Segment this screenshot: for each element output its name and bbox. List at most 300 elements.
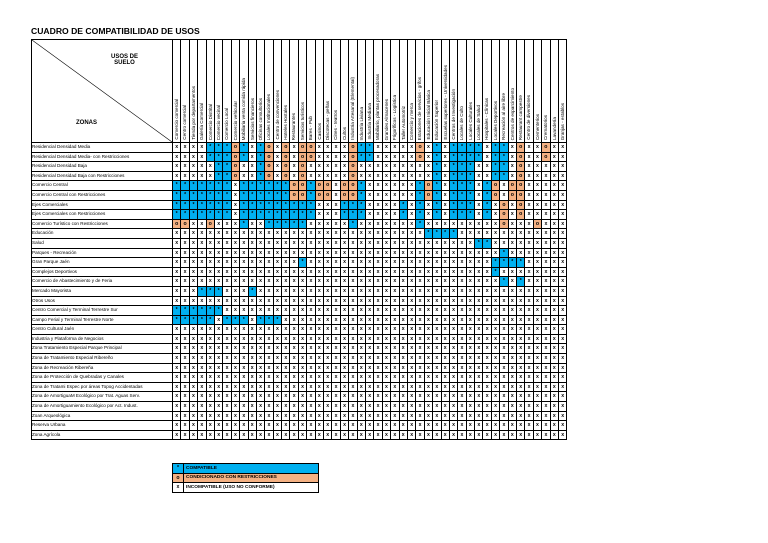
matrix-cell: x — [416, 277, 424, 287]
matrix-cell: x — [357, 277, 365, 287]
matrix-cell: x — [290, 229, 298, 239]
matrix-cell: x — [307, 267, 315, 277]
matrix-cell: x — [231, 296, 239, 306]
matrix-cell: * — [206, 190, 214, 200]
matrix-cell: x — [374, 219, 382, 229]
matrix-cell: x — [240, 421, 248, 431]
matrix-cell: x — [458, 344, 466, 354]
matrix-cell: x — [240, 411, 248, 421]
matrix-cell: x — [273, 152, 281, 162]
matrix-cell: x — [391, 392, 399, 402]
matrix-cell: x — [416, 411, 424, 421]
matrix-cell: x — [365, 210, 373, 220]
matrix-cell: x — [332, 267, 340, 277]
matrix-cell: x — [382, 181, 390, 191]
matrix-cell: x — [542, 171, 550, 181]
matrix-cell: x — [533, 344, 541, 354]
matrix-cell: x — [231, 392, 239, 402]
matrix-cell: x — [491, 402, 499, 412]
matrix-cell: x — [198, 152, 206, 162]
matrix-cell: x — [433, 373, 441, 383]
matrix-cell: * — [214, 181, 222, 191]
matrix-cell: x — [525, 210, 533, 220]
matrix-cell: * — [399, 210, 407, 220]
matrix-cell: x — [466, 421, 474, 431]
matrix-cell: x — [189, 430, 197, 440]
matrix-cell: x — [508, 382, 516, 392]
matrix-cell: x — [542, 325, 550, 335]
matrix-cell: x — [240, 354, 248, 364]
matrix-cell: * — [449, 143, 457, 153]
matrix-cell: x — [332, 143, 340, 153]
matrix-cell: x — [307, 402, 315, 412]
matrix-cell: x — [407, 296, 415, 306]
zona-row — [32, 286, 567, 296]
uso-label: Locales Deportivos — [492, 100, 498, 140]
matrix-cell: * — [206, 181, 214, 191]
matrix-cell: x — [550, 171, 558, 181]
matrix-cell: x — [558, 344, 566, 354]
matrix-cell: o — [282, 162, 290, 172]
uso-header — [533, 40, 541, 143]
matrix-cell: x — [407, 210, 415, 220]
matrix-cell: * — [517, 258, 525, 268]
uso-header — [391, 40, 399, 143]
uso-header — [374, 40, 382, 143]
matrix-cell: x — [525, 306, 533, 316]
matrix-cell: x — [374, 171, 382, 181]
matrix-cell: x — [181, 421, 189, 431]
matrix-cell: * — [223, 315, 231, 325]
matrix-cell: x — [173, 325, 181, 335]
matrix-cell: x — [475, 296, 483, 306]
matrix-cell: x — [458, 286, 466, 296]
matrix-cell: x — [542, 210, 550, 220]
matrix-cell: x — [374, 382, 382, 392]
matrix-cell: o — [517, 190, 525, 200]
matrix-cell: x — [550, 325, 558, 335]
matrix-cell: * — [466, 190, 474, 200]
matrix-cell: x — [374, 238, 382, 248]
matrix-cell: x — [307, 258, 315, 268]
matrix-cell: x — [508, 373, 516, 383]
matrix-cell: x — [206, 277, 214, 287]
matrix-cell: * — [206, 286, 214, 296]
matrix-cell: x — [357, 267, 365, 277]
matrix-cell: x — [206, 402, 214, 412]
matrix-cell: x — [441, 354, 449, 364]
matrix-cell: x — [340, 363, 348, 373]
matrix-cell: x — [374, 162, 382, 172]
matrix-cell: x — [365, 286, 373, 296]
matrix-cell: x — [248, 325, 256, 335]
matrix-cell: * — [475, 152, 483, 162]
matrix-cell: x — [324, 315, 332, 325]
zona-label: Zona de Amortiguamiento Ecológico por Act. Indust. — [32, 402, 173, 412]
matrix-cell: x — [558, 421, 566, 431]
matrix-cell: x — [214, 421, 222, 431]
matrix-cell: o — [282, 171, 290, 181]
matrix-cell: x — [374, 248, 382, 258]
matrix-cell: x — [533, 334, 541, 344]
matrix-cell: x — [307, 373, 315, 383]
matrix-cell: x — [315, 382, 323, 392]
matrix-cell: o — [231, 171, 239, 181]
matrix-cell: x — [198, 325, 206, 335]
matrix-cell: x — [273, 296, 281, 306]
matrix-cell: x — [273, 238, 281, 248]
matrix-cell: x — [550, 238, 558, 248]
matrix-cell: x — [248, 402, 256, 412]
matrix-cell: x — [198, 219, 206, 229]
uso-header — [449, 40, 457, 143]
matrix-cell: * — [307, 210, 315, 220]
matrix-cell: x — [382, 306, 390, 316]
matrix-cell: x — [240, 248, 248, 258]
matrix-cell: x — [458, 315, 466, 325]
matrix-cell: x — [475, 306, 483, 316]
matrix-cell: x — [533, 363, 541, 373]
matrix-cell: x — [525, 248, 533, 258]
matrix-cell: x — [273, 392, 281, 402]
matrix-cell: x — [433, 363, 441, 373]
matrix-cell: x — [214, 402, 222, 412]
matrix-cell: x — [508, 200, 516, 210]
matrix-cell: x — [365, 363, 373, 373]
matrix-cell: x — [407, 219, 415, 229]
matrix-cell: x — [231, 421, 239, 431]
matrix-cell: x — [441, 421, 449, 431]
matrix-cell: x — [508, 171, 516, 181]
matrix-cell: x — [441, 402, 449, 412]
zona-label: Otros Usos — [32, 296, 173, 306]
matrix-cell: x — [240, 392, 248, 402]
matrix-cell: x — [315, 354, 323, 364]
matrix-cell: x — [424, 315, 432, 325]
matrix-cell: x — [517, 382, 525, 392]
matrix-cell: x — [441, 267, 449, 277]
matrix-cell: * — [491, 162, 499, 172]
matrix-cell: x — [441, 392, 449, 402]
matrix-cell: x — [340, 306, 348, 316]
matrix-cell: * — [500, 248, 508, 258]
uso-label: Locales Culturales — [467, 102, 473, 140]
matrix-cell: x — [265, 411, 273, 421]
matrix-cell: x — [324, 306, 332, 316]
matrix-cell: x — [399, 238, 407, 248]
matrix-cell: x — [550, 430, 558, 440]
matrix-cell: x — [441, 306, 449, 316]
matrix-cell: * — [475, 238, 483, 248]
matrix-cell: * — [357, 181, 365, 191]
matrix-cell: x — [475, 344, 483, 354]
matrix-cell: x — [441, 373, 449, 383]
matrix-cell: x — [189, 248, 197, 258]
uso-header — [181, 40, 189, 143]
matrix-cell: * — [500, 277, 508, 287]
zona-row — [32, 258, 567, 268]
matrix-cell: x — [424, 267, 432, 277]
matrix-cell: x — [206, 334, 214, 344]
matrix-cell: x — [240, 430, 248, 440]
matrix-cell: x — [265, 363, 273, 373]
matrix-cell: x — [542, 421, 550, 431]
matrix-cell: x — [240, 229, 248, 239]
matrix-cell: x — [491, 373, 499, 383]
matrix-cell: x — [282, 248, 290, 258]
matrix-cell: x — [223, 277, 231, 287]
matrix-cell: x — [231, 229, 239, 239]
matrix-cell: x — [550, 152, 558, 162]
matrix-cell: x — [517, 363, 525, 373]
matrix-cell: x — [391, 402, 399, 412]
matrix-cell: * — [256, 190, 264, 200]
matrix-cell: * — [458, 152, 466, 162]
matrix-cell: x — [324, 171, 332, 181]
matrix-cell: x — [248, 421, 256, 431]
matrix-cell: x — [282, 430, 290, 440]
matrix-cell: x — [391, 277, 399, 287]
matrix-cell: * — [181, 306, 189, 316]
matrix-cell: x — [365, 411, 373, 421]
uso-header — [550, 40, 558, 143]
matrix-cell: x — [424, 373, 432, 383]
matrix-cell: x — [550, 363, 558, 373]
matrix-cell: x — [542, 162, 550, 172]
matrix-cell: x — [382, 354, 390, 364]
matrix-cell: * — [491, 171, 499, 181]
matrix-cell: x — [407, 267, 415, 277]
matrix-cell: x — [332, 354, 340, 364]
matrix-cell: x — [189, 354, 197, 364]
matrix-cell: x — [173, 267, 181, 277]
matrix-cell: x — [483, 373, 491, 383]
matrix-cell: x — [525, 143, 533, 153]
matrix-cell: x — [407, 421, 415, 431]
matrix-cell: x — [466, 238, 474, 248]
matrix-cell: x — [298, 430, 306, 440]
matrix-cell: x — [475, 258, 483, 268]
uso-label: Recreación al aire libre — [501, 93, 507, 140]
matrix-cell: * — [248, 181, 256, 191]
matrix-cell: x — [466, 277, 474, 287]
matrix-cell: x — [198, 143, 206, 153]
matrix-cell: * — [189, 315, 197, 325]
matrix-cell: o — [517, 171, 525, 181]
matrix-cell: x — [483, 334, 491, 344]
matrix-cell: x — [475, 354, 483, 364]
matrix-cell: x — [424, 430, 432, 440]
matrix-cell: x — [256, 392, 264, 402]
matrix-cell: x — [231, 373, 239, 383]
matrix-cell: x — [206, 411, 214, 421]
matrix-cell: x — [500, 238, 508, 248]
matrix-cell: x — [282, 286, 290, 296]
matrix-cell: x — [256, 325, 264, 335]
matrix-cell: x — [508, 430, 516, 440]
matrix-cell: x — [273, 143, 281, 153]
matrix-cell: x — [558, 430, 566, 440]
matrix-cell: x — [399, 219, 407, 229]
matrix-cell: x — [517, 411, 525, 421]
matrix-cell: x — [223, 286, 231, 296]
matrix-cell: x — [483, 229, 491, 239]
zona-row — [32, 402, 567, 412]
matrix-cell: o — [265, 162, 273, 172]
matrix-cell: * — [231, 315, 239, 325]
uso-header — [475, 40, 483, 143]
matrix-cell: x — [433, 258, 441, 268]
matrix-cell: x — [315, 296, 323, 306]
matrix-cell: x — [189, 277, 197, 287]
matrix-cell: x — [458, 430, 466, 440]
matrix-cell: x — [525, 200, 533, 210]
uso-label: Centro de diversiones — [526, 95, 532, 140]
matrix-cell: x — [483, 354, 491, 364]
matrix-cell: x — [542, 382, 550, 392]
matrix-cell: x — [466, 296, 474, 306]
matrix-cell: * — [206, 200, 214, 210]
matrix-cell: x — [198, 238, 206, 248]
matrix-cell: x — [206, 238, 214, 248]
matrix-cell: x — [424, 334, 432, 344]
zona-label: Comercio Central con Restricciones — [32, 190, 173, 200]
matrix-cell: o — [517, 200, 525, 210]
matrix-cell: x — [458, 267, 466, 277]
matrix-cell: x — [256, 344, 264, 354]
matrix-cell: x — [399, 402, 407, 412]
matrix-cell: x — [189, 392, 197, 402]
matrix-cell: x — [500, 373, 508, 383]
matrix-cell: x — [273, 373, 281, 383]
uso-label: Hoteles Hostales — [283, 105, 289, 140]
matrix-cell: * — [173, 190, 181, 200]
matrix-cell: x — [273, 363, 281, 373]
matrix-cell: x — [475, 219, 483, 229]
matrix-cell: x — [391, 373, 399, 383]
matrix-cell: x — [407, 354, 415, 364]
zona-label: Zona de Protección de Quebradas y Canales — [32, 373, 173, 383]
matrix-cell: x — [298, 392, 306, 402]
matrix-cell: x — [416, 344, 424, 354]
matrix-cell: * — [517, 277, 525, 287]
matrix-cell: x — [458, 325, 466, 335]
zona-label: Centro Cultural Jaén — [32, 325, 173, 335]
matrix-cell: x — [374, 411, 382, 421]
uso-header — [382, 40, 390, 143]
matrix-cell: x — [189, 325, 197, 335]
matrix-cell: x — [433, 306, 441, 316]
matrix-cell: * — [340, 200, 348, 210]
matrix-cell: x — [256, 430, 264, 440]
matrix-cell: x — [491, 219, 499, 229]
zona-label: Gran Parque Jaén — [32, 258, 173, 268]
matrix-cell: x — [307, 392, 315, 402]
matrix-cell: o — [491, 190, 499, 200]
matrix-cell: x — [298, 277, 306, 287]
matrix-cell: x — [214, 277, 222, 287]
matrix-cell: x — [391, 421, 399, 431]
matrix-cell: x — [491, 210, 499, 220]
matrix-cell: * — [265, 200, 273, 210]
corner-usos-line2: SUELO — [114, 60, 135, 66]
matrix-cell: x — [533, 421, 541, 431]
matrix-cell: x — [517, 267, 525, 277]
matrix-cell: * — [458, 210, 466, 220]
matrix-cell: x — [525, 219, 533, 229]
matrix-cell: x — [298, 306, 306, 316]
matrix-cell: x — [424, 306, 432, 316]
matrix-cell: o — [340, 190, 348, 200]
zona-row — [32, 315, 567, 325]
uso-header — [500, 40, 508, 143]
matrix-cell: x — [550, 286, 558, 296]
matrix-cell: x — [307, 421, 315, 431]
uso-header — [525, 40, 533, 143]
matrix-cell: x — [458, 354, 466, 364]
matrix-cell: x — [181, 286, 189, 296]
matrix-cell: x — [206, 258, 214, 268]
matrix-cell: x — [307, 344, 315, 354]
matrix-cell: x — [391, 258, 399, 268]
matrix-cell: x — [315, 430, 323, 440]
matrix-cell: x — [324, 258, 332, 268]
matrix-cell: * — [265, 219, 273, 229]
matrix-cell: x — [223, 382, 231, 392]
matrix-cell: x — [517, 373, 525, 383]
matrix-cell: x — [324, 382, 332, 392]
matrix-cell: * — [433, 190, 441, 200]
matrix-cell: * — [223, 162, 231, 172]
matrix-cell: x — [466, 392, 474, 402]
matrix-cell: x — [290, 162, 298, 172]
matrix-cell: x — [525, 344, 533, 354]
matrix-cell: x — [475, 267, 483, 277]
matrix-cell: x — [198, 171, 206, 181]
uso-label: Cines - teatros — [333, 110, 339, 140]
matrix-cell: x — [483, 382, 491, 392]
matrix-cell: x — [533, 238, 541, 248]
matrix-cell: x — [491, 430, 499, 440]
matrix-cell: x — [324, 200, 332, 210]
matrix-cell: x — [189, 382, 197, 392]
matrix-cell: x — [256, 354, 264, 364]
matrix-cell: o — [349, 190, 357, 200]
matrix-cell: x — [206, 296, 214, 306]
matrix-cell: x — [240, 402, 248, 412]
matrix-cell: x — [273, 402, 281, 412]
matrix-cell: x — [374, 210, 382, 220]
matrix-cell: x — [399, 430, 407, 440]
uso-label: Mobiliaria venta comida rápida — [241, 77, 247, 140]
matrix-cell: x — [231, 190, 239, 200]
matrix-cell: x — [475, 162, 483, 172]
zona-label: Comercio Central — [32, 181, 173, 191]
matrix-cell: x — [223, 354, 231, 364]
matrix-cell: * — [256, 200, 264, 210]
matrix-cell: x — [508, 152, 516, 162]
matrix-cell: x — [248, 162, 256, 172]
matrix-cell: x — [391, 267, 399, 277]
matrix-cell: x — [349, 229, 357, 239]
matrix-cell: x — [491, 411, 499, 421]
matrix-cell: x — [357, 171, 365, 181]
matrix-cell: x — [491, 392, 499, 402]
matrix-cell: x — [424, 325, 432, 335]
matrix-cell: x — [240, 373, 248, 383]
matrix-cell: x — [256, 277, 264, 287]
matrix-cell: x — [391, 248, 399, 258]
